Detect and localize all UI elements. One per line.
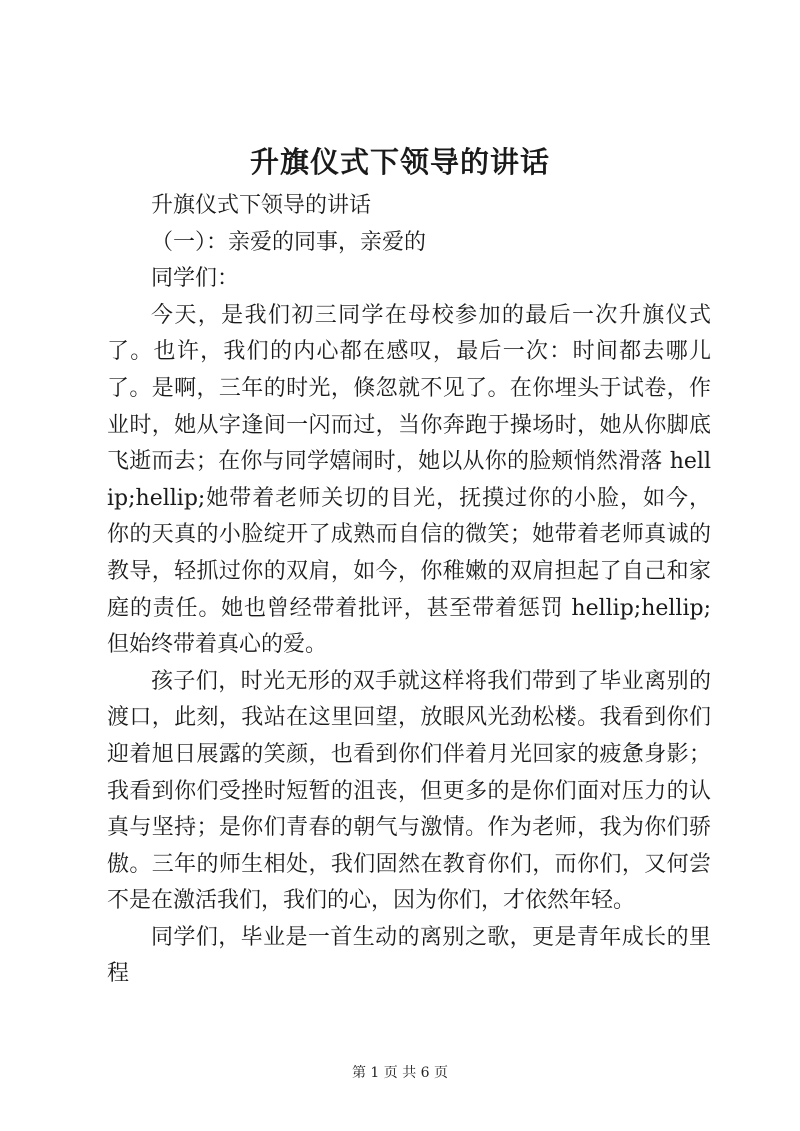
document-body [107, 188, 711, 993]
document-title: 升旗仪式下领导的讲话 [249, 145, 550, 179]
page-number-footer: 第 1 页 共 6 页 [351, 1065, 449, 1081]
paragraph-body-3: 同学们，毕业是一首生动的离别之歌，更是青年成长的里程 [107, 924, 711, 987]
paragraph-subtitle: 升旗仪式下领导的讲话 [151, 193, 372, 218]
paragraph-salutation: 同学们： [151, 266, 240, 292]
paragraph-body-1: 今天，是我们初三同学在母校参加的最后一次升旗仪式了。也许，我们的内心都在感叹，最后一次：时间都去哪儿了。是啊，三年的时光，倏忽就不见了。在你埋头于试卷，作业时，她从字逢间一闪而过，当你奔跑于操场时，她从你脚底飞逝而去；在你与同学嬉闹时，她以从你的脸颊悄然滑落 hellip;hellip;她带着老师关切的目光，抚摸过你的小脸，如今，你的天真的小脸绽开了成熟而自信的微笑；她带着老师真诚的教导，轻抓过你的双肩，如今，你稚嫩的双肩担起了自己和家庭的责任。她也曾经带着批评，甚至带着惩罚 hellip;hellip;但始终带着真心的爱。 [107, 302, 711, 658]
paragraph-body-2: 孩子们，时光无形的双手就这样将我们带到了毕业离别的渡口，此刻，我站在这里回望，放眼风光劲松楼。我看到你们迎着旭日展露的笑颜，也看到你们伴着月光回家的疲惫身影；我看到你们受挫时短暂的沮丧，但更多的是你们面对压力的认真与坚持；是你们青春的朝气与激情。作为老师，我为你们骄傲。三年的师生相处，我们固然在教育你们，而你们，又何尝不是在激活我们，我们的心，因为你们，才依然年轻。 [107, 668, 711, 914]
paragraph-part-label: （一）：亲爱的同事，亲爱的 [151, 229, 427, 255]
